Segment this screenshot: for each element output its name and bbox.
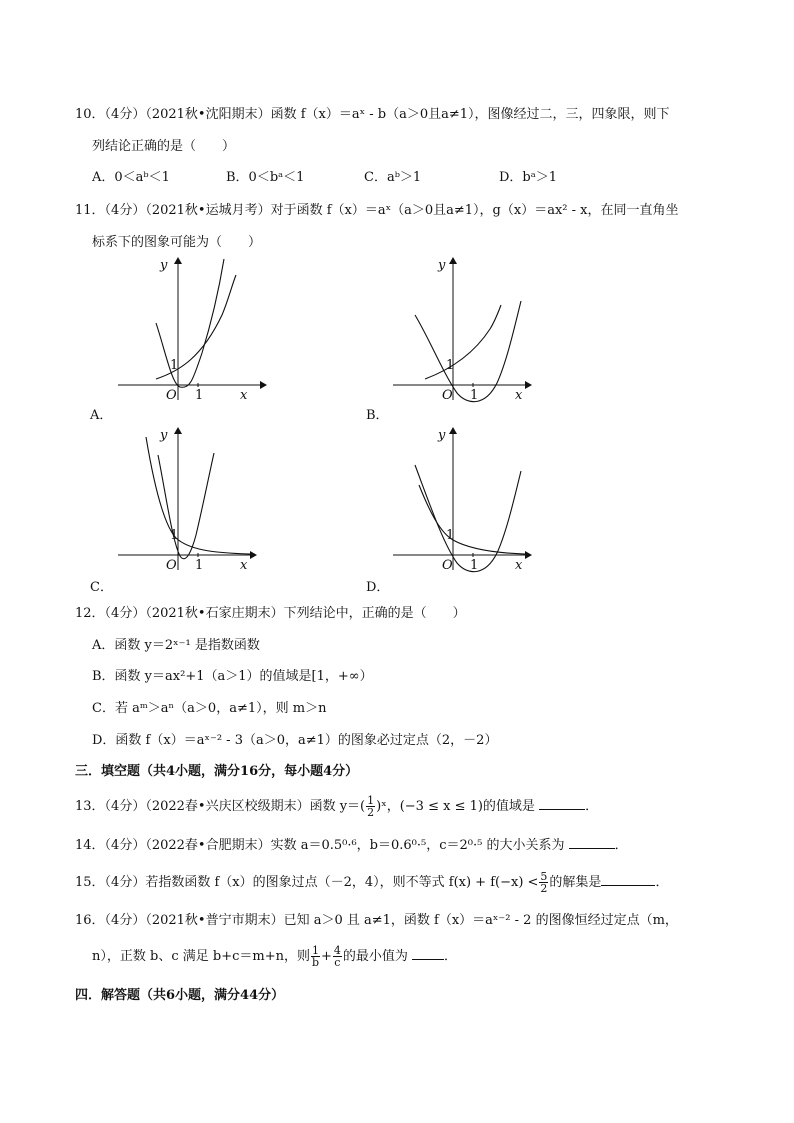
section-fill-in-heading: 三．填空题（共4小题，满分16分，每小题4分） (75, 764, 359, 779)
graph-a-label: A． (90, 408, 113, 423)
q16-frac1-num: 1 (311, 944, 319, 957)
q12-option-b: B．函数 y＝ax²+1（a＞1）的值域是[1，+∞） (92, 669, 373, 684)
q16-fraction-2 (333, 945, 342, 968)
q14-text: 14．（4分）（2022春•合肥期末）实数 a＝0.5⁰·⁶，b＝0.6⁰·⁵，c＝2⁰·⁵ 的大小关系为 (75, 838, 565, 853)
graph-b (385, 255, 535, 405)
graph-d-x-label: x (515, 558, 523, 573)
q16-post: 的最小值为 (342, 949, 408, 964)
graph-d-one-y: 1 (446, 528, 455, 543)
q13-post: )ˣ，(−3 ≤ x ≤ 1)的值域是 (376, 799, 535, 814)
graph-d-label: D． (366, 580, 390, 595)
graph-b-y-label: y (438, 258, 446, 273)
q14 (75, 834, 628, 853)
graph-c-one-x: 1 (195, 558, 204, 573)
q10-option-b: B．0＜bᵃ＜1 (226, 170, 305, 185)
graph-b-x-label: x (515, 388, 523, 403)
q15-answer-blank[interactable] (601, 873, 655, 886)
q16-plus: + (320, 949, 332, 964)
q16-pre: n），正数 b、c 满足 b+c＝m+n，则 (92, 949, 310, 964)
graph-c (110, 425, 260, 575)
q13-answer-blank[interactable] (539, 797, 585, 810)
q16-line1: 16．（4分）（2021秋•普宁市期末）已知 a＞0 且 a≠1，函数 f（x）＝aˣ⁻² - 2 的图像恒经过定点（m， (75, 913, 678, 928)
graph-a-origin: O (166, 388, 177, 403)
graph-c-label: C． (90, 580, 113, 595)
q11-line2: 标系下的图象可能为（ ） (92, 235, 262, 250)
graph-c-one-y: 1 (170, 528, 179, 543)
section-solve-heading: 四．解答题（共6小题，满分44分） (75, 988, 285, 1003)
graph-d-one-x: 1 (470, 558, 479, 573)
q10-line2: 列结论正确的是（ ） (92, 139, 236, 154)
q12-option-c: C．若 aᵐ＞aⁿ（a＞0，a≠1），则 m＞n (92, 701, 327, 716)
q10-option-a: A．0＜aᵇ＜1 (92, 170, 170, 185)
q13-frac-den: 2 (367, 806, 375, 819)
graph-a-one-y: 1 (170, 358, 179, 373)
q14-answer-blank[interactable] (569, 836, 615, 849)
q16-frac1-den: b (311, 956, 319, 969)
q16-frac2-den: c (334, 956, 341, 969)
graph-d-origin: O (442, 558, 453, 573)
graph-d (385, 425, 535, 575)
graph-c-x-label: x (240, 558, 248, 573)
q16-line2 (92, 945, 457, 968)
q15-frac-den: 2 (540, 882, 548, 895)
graph-b-label: B． (366, 408, 389, 423)
graph-a (110, 255, 270, 405)
q10-option-d: D．bᵃ＞1 (499, 170, 558, 185)
graph-d-y-label: y (438, 428, 446, 443)
graph-b-one-x: 1 (470, 388, 479, 403)
q11-line1: 11．（4分）（2021秋•运城月考）对于函数 f（x）＝aˣ（a＞0且a≠1），g（x）＝ax² - x，在同一直角坐 (75, 203, 679, 218)
q13-fraction (366, 795, 375, 818)
q10-line1: 10．（4分）（2021秋•沈阳期末）函数 f（x）＝aˣ - b（a＞0且a≠1），图像经过二，三，四象限，则下 (75, 107, 670, 122)
q13 (75, 795, 598, 818)
q12-option-a: A．函数 y＝2ˣ⁻¹ 是指数函数 (92, 638, 260, 653)
q12-line1: 12．（4分）（2021秋•石家庄期末）下列结论中，正确的是（ ） (75, 606, 466, 621)
q13-frac-num: 1 (367, 794, 375, 807)
q13-end: ． (585, 799, 599, 814)
graph-a-y-label: y (160, 258, 168, 273)
graph-b-origin: O (442, 388, 453, 403)
graph-a-one-x: 1 (195, 388, 204, 403)
q10-option-c: C．aᵇ＞1 (364, 170, 422, 185)
q15-frac-num: 5 (540, 870, 548, 883)
graph-c-y-label: y (160, 428, 168, 443)
q14-end: ． (614, 838, 628, 853)
graph-c-origin: O (166, 558, 177, 573)
q15-fraction (539, 871, 548, 894)
q16-answer-blank[interactable] (412, 947, 444, 960)
q16-frac2-num: 4 (333, 944, 341, 957)
q15-end: ． (655, 875, 669, 890)
q15-pre: 15．（4分）若指数函数 f（x）的图象过点（－2，4），则不等式 f(x) + f(−x) < (75, 875, 539, 890)
q16-end: ． (444, 949, 458, 964)
graph-b-one-y: 1 (446, 358, 455, 373)
graph-a-x-label: x (240, 388, 248, 403)
q12-option-d: D．函数 f（x）＝aˣ⁻² - 3（a＞0，a≠1）的图象必过定点（2，－2） (92, 733, 498, 748)
q16-fraction-1 (311, 945, 320, 968)
q13-pre: 13．（4分）（2022春•兴庆区校级期末）函数 y＝( (75, 799, 366, 814)
q15-post: 的解集是 (549, 875, 602, 890)
q15 (75, 871, 668, 894)
